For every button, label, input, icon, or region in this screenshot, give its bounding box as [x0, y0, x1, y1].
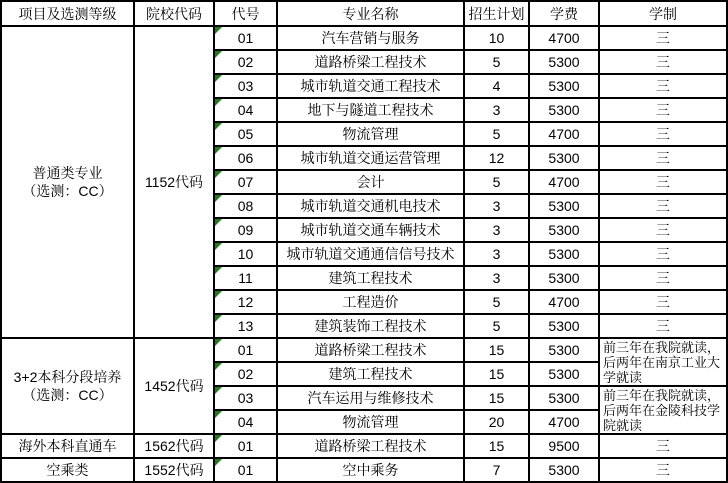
category-cell [1, 458, 134, 482]
major-name-cell: 城市轨道交通运营管理 [277, 146, 464, 170]
enrollment-plan-cell: 3 [464, 266, 529, 290]
tuition-cell: 5300 [529, 314, 599, 338]
major-code-cell: 11 [214, 266, 277, 290]
major-name-cell: 城市轨道交通车辆技术 [277, 218, 464, 242]
category-line: （选测：CC） [22, 183, 113, 199]
college-code-cell: 1152代码 [134, 26, 214, 338]
major-code-cell: 07 [214, 170, 277, 194]
category-line: （选测：CC） [22, 387, 113, 403]
major-name-cell: 工程造价 [277, 290, 464, 314]
table-row [1, 338, 727, 362]
tuition-cell: 5300 [529, 242, 599, 266]
major-name-cell: 城市轨道交通工程技术 [277, 74, 464, 98]
major-name-cell: 建筑工程技术 [277, 266, 464, 290]
duration-note-cell [599, 386, 727, 434]
major-name-cell: 道路桥梁工程技术 [277, 50, 464, 74]
duration-cell: 三 [599, 458, 727, 482]
excel-flag-triangle-icon [215, 219, 222, 226]
tuition-cell: 9500 [529, 434, 599, 458]
excel-flag-triangle-icon [215, 315, 222, 322]
major-name-cell: 城市轨道交通机电技术 [277, 194, 464, 218]
category-line: 3+2本科分段培养 [13, 369, 122, 385]
tuition-cell: 5300 [529, 146, 599, 170]
duration-note-line: 后两年在南京工业大 [603, 354, 721, 370]
tuition-cell: 4700 [529, 26, 599, 50]
header-major-code: 代号 [214, 1, 277, 26]
enrollment-plan-cell: 10 [464, 26, 529, 50]
duration-cell: 三 [599, 98, 727, 122]
excel-flag-triangle-icon [215, 51, 222, 58]
major-name-cell: 道路桥梁工程技术 [277, 434, 464, 458]
enrollment-plan-cell: 5 [464, 122, 529, 146]
major-code-cell: 06 [214, 146, 277, 170]
tuition-cell: 5300 [529, 50, 599, 74]
enrollment-plan-cell: 3 [464, 242, 529, 266]
category-line: 普通类专业 [32, 165, 103, 181]
tuition-cell: 5300 [529, 386, 599, 410]
enrollment-plan-cell: 5 [464, 290, 529, 314]
major-code-cell: 02 [214, 362, 277, 386]
major-code-cell: 13 [214, 314, 277, 338]
major-name-cell: 地下与隧道工程技术 [277, 98, 464, 122]
major-code-cell: 01 [214, 338, 277, 362]
major-code-cell: 01 [214, 26, 277, 50]
major-name-cell: 城市轨道交通通信信号技术 [277, 242, 464, 266]
excel-flag-triangle-icon [215, 435, 222, 442]
major-name-cell: 物流管理 [277, 122, 464, 146]
excel-flag-triangle-icon [215, 147, 222, 154]
tuition-cell: 5300 [529, 74, 599, 98]
category-line: 空乘类 [46, 462, 89, 478]
enrollment-plan-cell: 4 [464, 74, 529, 98]
enrollment-plan-cell: 12 [464, 146, 529, 170]
table-row [1, 26, 727, 50]
major-code-cell: 10 [214, 242, 277, 266]
major-name-cell: 建筑工程技术 [277, 362, 464, 386]
enrollment-plan-cell: 5 [464, 314, 529, 338]
header-project-level: 项目及选测等级 [1, 1, 134, 26]
excel-flag-triangle-icon [215, 411, 222, 418]
tuition-cell: 4700 [529, 122, 599, 146]
duration-cell: 三 [599, 170, 727, 194]
excel-flag-triangle-icon [215, 75, 222, 82]
enrollment-plan-cell: 5 [464, 170, 529, 194]
excel-flag-triangle-icon [215, 99, 222, 106]
header-major-name: 专业名称 [277, 1, 464, 26]
major-code-cell: 04 [214, 410, 277, 434]
tuition-cell: 5300 [529, 458, 599, 482]
excel-flag-triangle-icon [215, 459, 222, 466]
major-name-cell: 汽车营销与服务 [277, 26, 464, 50]
table-body [1, 26, 727, 482]
header-tuition: 学费 [529, 1, 599, 26]
excel-flag-triangle-icon [215, 195, 222, 202]
tuition-cell: 5300 [529, 362, 599, 386]
header-enrollment-plan: 招生计划 [464, 1, 529, 26]
tuition-cell: 4700 [529, 290, 599, 314]
duration-cell: 三 [599, 434, 727, 458]
major-name-cell: 道路桥梁工程技术 [277, 338, 464, 362]
tuition-cell: 4700 [529, 410, 599, 434]
duration-note-cell [599, 338, 727, 386]
major-code-cell: 03 [214, 74, 277, 98]
header-duration: 学制 [599, 1, 727, 26]
major-name-cell: 物流管理 [277, 410, 464, 434]
duration-note-line: 院就读 [603, 417, 643, 433]
enrollment-plan-cell: 15 [464, 338, 529, 362]
tuition-cell: 5300 [529, 218, 599, 242]
enrollment-plan-cell: 3 [464, 194, 529, 218]
duration-note-line: 后两年在金陵科技学 [603, 402, 721, 418]
duration-cell: 三 [599, 194, 727, 218]
major-code-cell: 01 [214, 458, 277, 482]
major-code-cell: 04 [214, 98, 277, 122]
tuition-cell: 5300 [529, 194, 599, 218]
excel-flag-triangle-icon [215, 27, 222, 34]
enrollment-plan-cell: 3 [464, 98, 529, 122]
duration-cell: 三 [599, 242, 727, 266]
major-name-cell: 会计 [277, 170, 464, 194]
table-header-row [1, 1, 727, 26]
enrollment-plan-cell: 15 [464, 386, 529, 410]
major-code-cell: 12 [214, 290, 277, 314]
excel-flag-triangle-icon [215, 387, 222, 394]
duration-cell: 三 [599, 314, 727, 338]
duration-cell: 三 [599, 50, 727, 74]
duration-cell: 三 [599, 26, 727, 50]
category-cell [1, 338, 134, 434]
enrollment-plan-cell: 7 [464, 458, 529, 482]
major-code-cell: 01 [214, 434, 277, 458]
enrollment-plan-cell: 5 [464, 50, 529, 74]
enrollment-plan-cell: 15 [464, 434, 529, 458]
excel-flag-triangle-icon [215, 243, 222, 250]
excel-flag-triangle-icon [215, 363, 222, 370]
tuition-cell: 5300 [529, 338, 599, 362]
college-code-cell: 1552代码 [134, 458, 214, 482]
major-code-cell: 02 [214, 50, 277, 74]
tuition-cell: 5300 [529, 98, 599, 122]
college-code-cell: 1452代码 [134, 338, 214, 434]
header-college-code: 院校代码 [134, 1, 214, 26]
enrollment-plan-cell: 20 [464, 410, 529, 434]
college-code-cell: 1562代码 [134, 434, 214, 458]
excel-flag-triangle-icon [215, 123, 222, 130]
category-cell [1, 26, 134, 338]
duration-cell: 三 [599, 266, 727, 290]
excel-flag-triangle-icon [215, 291, 222, 298]
duration-note-line: 前三年在我院就读， [603, 387, 721, 403]
enrollment-plan-cell: 15 [464, 362, 529, 386]
tuition-cell: 5300 [529, 266, 599, 290]
excel-flag-triangle-icon [215, 339, 222, 346]
duration-note-line: 学就读 [603, 369, 643, 385]
table-row [1, 458, 727, 482]
enrollment-plan-cell: 3 [464, 218, 529, 242]
duration-cell: 三 [599, 218, 727, 242]
major-name-cell: 空中乘务 [277, 458, 464, 482]
major-code-cell: 05 [214, 122, 277, 146]
major-code-cell: 09 [214, 218, 277, 242]
duration-cell: 三 [599, 74, 727, 98]
duration-note-line: 前三年在我院就读， [603, 339, 721, 355]
category-line: 海外本科直通车 [18, 438, 117, 454]
duration-cell: 三 [599, 146, 727, 170]
tuition-cell: 4700 [529, 170, 599, 194]
major-name-cell: 汽车运用与维修技术 [277, 386, 464, 410]
duration-cell: 三 [599, 290, 727, 314]
table-row [1, 434, 727, 458]
excel-flag-triangle-icon [215, 267, 222, 274]
major-code-cell: 08 [214, 194, 277, 218]
excel-flag-triangle-icon [215, 171, 222, 178]
major-code-cell: 03 [214, 386, 277, 410]
category-cell [1, 434, 134, 458]
duration-cell: 三 [599, 122, 727, 146]
major-name-cell: 建筑装饰工程技术 [277, 314, 464, 338]
